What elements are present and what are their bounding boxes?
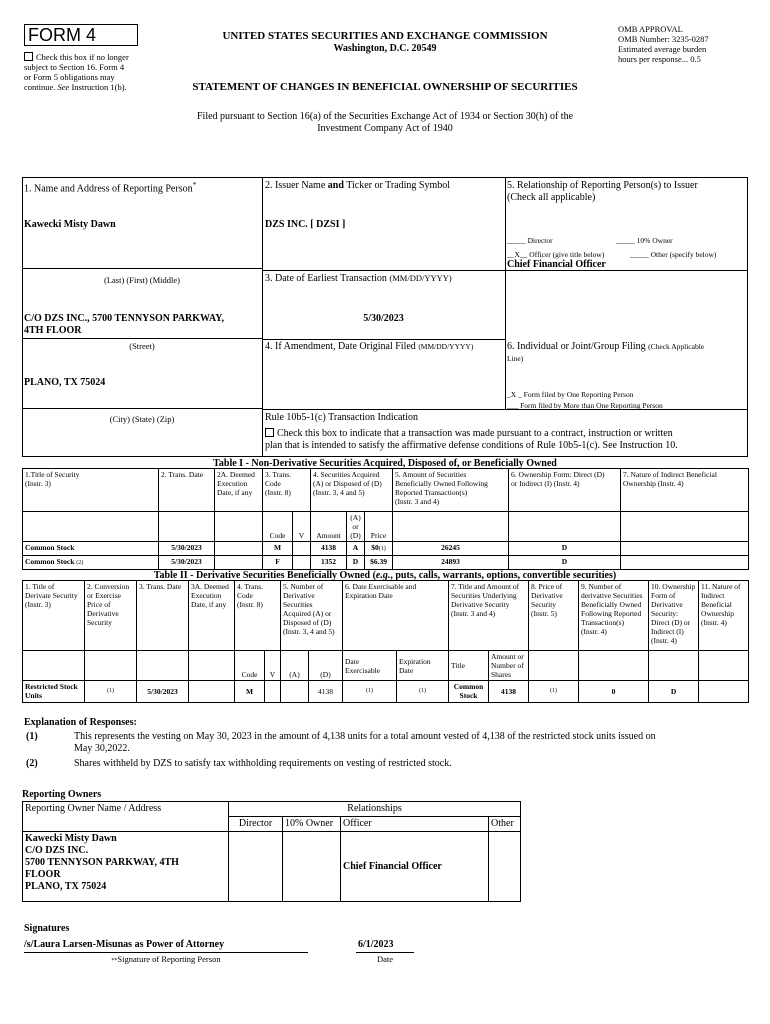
t2-h-underlying: 7. Title and Amount of Securities Underlying Derivative Security (Instr. 3 and 4) — [449, 581, 529, 651]
filing-label: 6. Individual or Joint/Group Filing (Check Applicable Line) — [507, 341, 705, 363]
table2-title: Table II - Derivative Securities Beneficially Owned (e.g., puts, calls, warrants, options, convertible securities) — [153, 570, 617, 581]
t2-h-title: 1. Title of Derivate Security (Instr. 3) — [23, 581, 85, 651]
t1-sub-v: V — [293, 512, 311, 542]
t2-h-code: 4. Trans. Code (Instr. 8) — [235, 581, 281, 651]
table-row: Restricted Stock Units (1) 5/30/2023 M 4138 (1) (1) Common Stock 4138 (1) 0 D — [23, 681, 749, 703]
signature-name: /s/Laura Larsen-Misunas as Power of Attorney — [24, 939, 225, 950]
reporting-person-city: PLANO, TX 75024 — [24, 377, 106, 388]
t2-sub-expiration: Expiration Date — [397, 651, 449, 681]
name-caption: (Last) (First) (Middle) — [103, 275, 180, 285]
signatures-title: Signatures — [24, 923, 70, 934]
rule-title: Rule 10b5-1(c) Transaction Indication — [265, 412, 419, 423]
t1-sub-amount: Amount — [311, 512, 347, 542]
owners-col-director: Director — [229, 817, 283, 832]
t2-h-nature: 11. Nature of Indirect Beneficial Ownership (Instr. 4) — [699, 581, 749, 651]
table1-title: Table I - Non-Derivative Securities Acquired, Disposed of, or Beneficially Owned — [213, 458, 557, 469]
t1-h-nature: 7. Nature of Indirect Beneficial Ownership (Instr. 4) — [621, 469, 749, 512]
reporting-person-name: Kawecki Misty Dawn — [24, 219, 116, 230]
t1-h-title: 1.Title of Security (Instr. 3) — [23, 469, 159, 512]
relationship-label: 5. Relationship of Reporting Person(s) to Issuer (Check all applicable) — [507, 180, 698, 203]
city-caption: (City) (State) (Zip) — [109, 414, 175, 424]
t1-sub-price: Price — [365, 512, 393, 542]
t1-h-owned: 5. Amount of Securities Beneficially Owned Following Reported Transaction(s) (Instr. 3 and 4) — [393, 469, 509, 512]
t2-sub-v: V — [265, 651, 281, 681]
t2-h-number: 5. Number of Derivative Securities Acquired (A) or Disposed of (D) (Instr. 3, 4 and 5) — [281, 581, 343, 651]
t2-h-form: 10. Ownership Form of Derivative Security: Direct (D) or Indirect (I) (Instr. 4) — [649, 581, 699, 651]
agency-location: Washington, D.C. 20549 — [333, 43, 437, 54]
t1-h-form: 6. Ownership Form: Direct (D) or Indirect (I) (Instr. 4) — [509, 469, 621, 512]
earliest-transaction-date: 5/30/2023 — [363, 313, 404, 324]
explanation-number-2: (2) — [26, 758, 38, 769]
rule-text: Check this box to indicate that a transaction was made pursuant to a contract, instruction or written plan that is intended to satisfy the affirmative defense conditions of Rule 10b5-1(c). See Instruction 10. — [265, 428, 678, 451]
amendment-label: 4. If Amendment, Date Original Filed (MM/DD/YYYY) — [265, 341, 474, 352]
t2-h-deemed: 3A. Deemed Execution Date, if any — [189, 581, 235, 651]
table-row: Common Stock 5/30/2023 M 4138 A $0(1) 26245 D — [23, 542, 749, 556]
earliest-transaction-label: 3. Date of Earliest Transaction (MM/DD/YYYY) — [265, 273, 452, 284]
owners-col-name: Reporting Owner Name / Address — [23, 802, 229, 832]
reporting-person-street: C/O DZS INC., 5700 TENNYSON PARKWAY, 4TH FLOOR — [24, 313, 225, 336]
reporting-person-label: 1. Name and Address of Reporting Person* — [24, 180, 197, 195]
table-row: Common Stock (2) 5/30/2023 F 1352 D $6.39 24893 D — [23, 556, 749, 570]
relationship-officer[interactable]: __X__ Officer (give title below) — [507, 250, 605, 259]
relationship-owner[interactable]: _____ 10% Owner — [616, 236, 673, 245]
t2-h-date: 3. Trans. Date — [137, 581, 189, 651]
t2-sub-d: (D) — [309, 651, 343, 681]
t2-h-owned: 9. Number of derivative Securities Beneficially Owned Following Reported Transaction(s) (Instr. 4) — [579, 581, 649, 651]
street-caption: (Street) — [129, 341, 155, 351]
reporting-owners-title: Reporting Owners — [22, 789, 102, 800]
t2-h-conv: 2. Conversion or Exercise Price of Derivative Security — [85, 581, 137, 651]
signature-date-caption: Date — [376, 954, 394, 964]
officer-title: Chief Financial Officer — [507, 259, 606, 270]
filed-pursuant: Filed pursuant to Section 16(a) of the Securities Exchange Act of 1934 or Section 30(h) of the Investment Company Act of 1940 — [196, 111, 574, 134]
relationship-other[interactable]: _____ Other (specify below) — [630, 250, 717, 259]
relationship-director[interactable]: _____ Director — [507, 236, 553, 245]
t2-sub-exercisable: Date Exercisable — [343, 651, 397, 681]
section16-checkbox-text: Check this box if no longer subject to Section 16. Form 4 or Form 5 obligations may continue. See Instruction 1(b). — [24, 52, 129, 92]
t1-h-date: 2. Trans. Date — [159, 469, 215, 512]
table-row: Kawecki Misty Dawn C/O DZS INC. 5700 TENNYSON PARKWAY, 4TH FLOOR PLANO, TX 75024 Chief Financial Officer — [23, 832, 521, 902]
t1-sub-code: Code — [263, 512, 293, 542]
omb-approval: OMB APPROVAL OMB Number: 3235-0287 Estimated average burden hours per response... 0.5 — [618, 24, 709, 64]
reporting-owners-table — [22, 801, 521, 902]
explanation-text-1: This represents the vesting on May 30, 2023 in the amount of 4,138 units for a total amount vested of 4,138 of the restricted stock units issued on May 30,2022. — [74, 731, 656, 754]
signature-date: 6/1/2023 — [358, 939, 394, 950]
issuer-label: 2. Issuer Name and Ticker or Trading Symbol — [265, 180, 451, 191]
t1-h-code: 3. Trans. Code (Instr. 8) — [263, 469, 311, 512]
filing-more-persons[interactable]: ___ Form filed by More than One Reporting Person — [507, 401, 663, 410]
t2-sub-a: (A) — [281, 651, 309, 681]
t1-h-deemed: 2A. Deemed Execution Date, if any — [215, 469, 263, 512]
owners-col-relationships: Relationships — [229, 802, 521, 817]
table1 — [22, 468, 749, 570]
t2-sub-code: Code — [235, 651, 265, 681]
t1-sub-aord: (A) or (D) — [347, 512, 365, 542]
signature-caption: **Signature of Reporting Person — [111, 954, 221, 964]
owners-col-owner: 10% Owner — [283, 817, 341, 832]
explanation-title: Explanation of Responses: — [24, 717, 137, 728]
table2 — [22, 580, 749, 703]
agency-name: UNITED STATES SECURITIES AND EXCHANGE COMMISSION — [222, 30, 548, 42]
t2-h-price: 8. Price of Derivative Security (Instr. 5) — [529, 581, 579, 651]
owners-col-officer: Officer — [341, 817, 489, 832]
owners-col-other: Other — [489, 817, 521, 832]
t2-h-exercisable: 6. Date Exercisable and Expiration Date — [343, 581, 449, 651]
issuer-value: DZS INC. [ DZSI ] — [265, 219, 346, 230]
explanation-number-1: (1) — [26, 731, 38, 742]
explanation-text-2: Shares withheld by DZS to satisfy tax withholding requirements on vesting of restricted stock. — [74, 758, 452, 769]
form-title: FORM 4 — [28, 25, 97, 45]
rule-checkbox[interactable] — [265, 428, 274, 437]
t1-h-securities: 4. Securities Acquired (A) or Disposed of (D) (Instr. 3, 4 and 5) — [311, 469, 393, 512]
owners-officer-value: Chief Financial Officer — [341, 832, 489, 902]
statement-title: STATEMENT OF CHANGES IN BENEFICIAL OWNERSHIP OF SECURITIES — [192, 81, 578, 93]
t2-sub-title: Title — [449, 651, 489, 681]
t2-sub-amount: Amount or Number of Shares — [489, 651, 529, 681]
section16-checkbox[interactable] — [24, 52, 33, 61]
filing-one-person[interactable]: _X _ Form filed by One Reporting Person — [507, 390, 634, 399]
